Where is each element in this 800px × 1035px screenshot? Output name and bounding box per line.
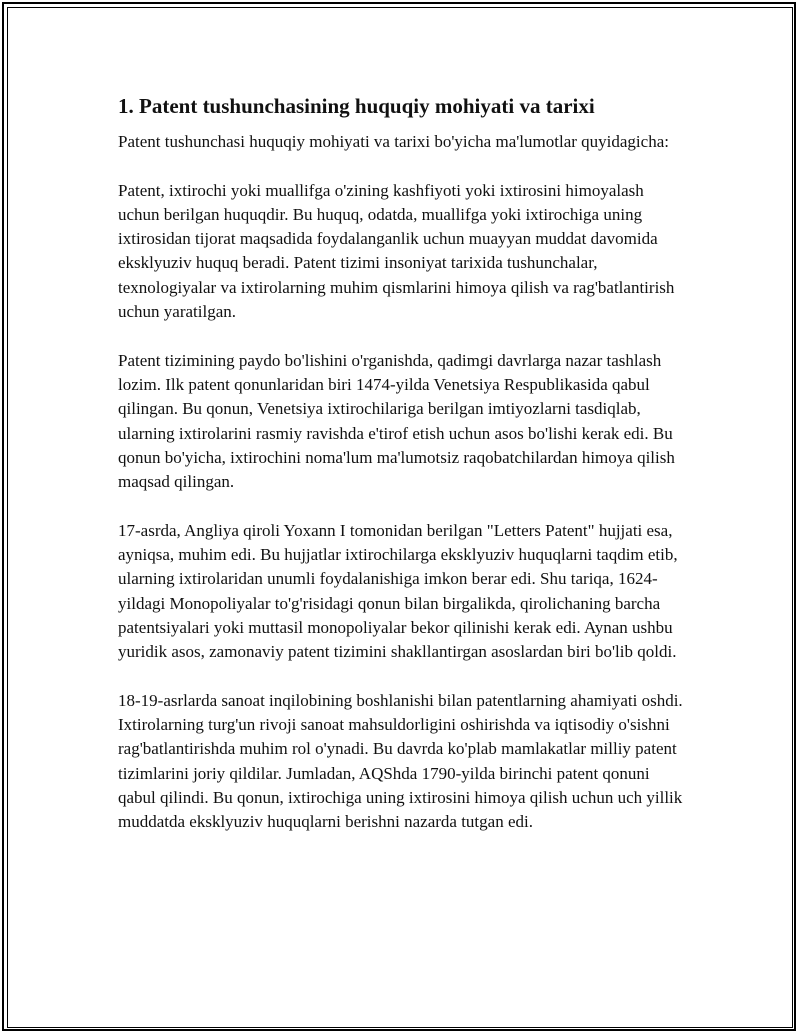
paragraph-england: 17-asrda, Angliya qiroli Yoxann I tomonidan berilgan "Letters Patent" hujjati esa, ayniqsa, muhim edi. Bu hujjatlar ixtirochilarga eksklyuziv huquqlarni taqdim etib, ularning ixtirolaridan unumli foydalanishiga imkon berar edi. Shu tariqa, 1624-yildagi Monopoliyalar to'g'risidagi qonun bilan birgalikda, qirolichaning barcha patentsiyalari yoki muttasil monopoliyalar bekor qilinishi kerak edi. Aynan ushbu yuridik asos, zamonaviy patent tizimini shakllantirgan asoslardan biri bo'lib qoldi. (118, 520, 678, 662)
section-heading: 1. Patent tushunchasining huquqiy mohiyati va tarixi (118, 94, 595, 118)
document-body (118, 92, 688, 859)
paragraph-definition: Patent, ixtirochi yoki muallifga o'zining kashfiyoti yoki ixtirosini himoyalash uchun berilgan huquqdir. Bu huquq, odatda, muallifga yoki ixtirochiga uning ixtirosidan tijorat maqsadida foydalanganlik uchun muayyan muddat davomida eksklyuziv huquq beradi. Patent tizimi insoniyat tarixida tushunchalar, texnologiyalar va ixtirolarning muhim qismlarini himoya qilish va rag'batlantirish uchun yaratilgan. (118, 180, 675, 322)
paragraph-intro: Patent tushunchasi huquqiy mohiyati va tarixi bo'yicha ma'lumotlar quyidagicha: (118, 132, 669, 151)
paragraph-origins: Patent tizimining paydo bo'lishini o'rganishda, qadimgi davrlarga nazar tashlash lozim. Ilk patent qonunlaridan biri 1474-yilda Venetsiya Respublikasida qabul qilingan. Bu qonun, Venetsiya ixtirochilariga berilgan imtiyozlarni tasdiqlab, ularning ixtirolarini rasmiy ravishda e'tirof etish uchun asos bo'lishi kerak edi. Bu qonun bo'yicha, ixtirochini noma'lum ma'lumotsiz raqobatchilardan himoya qilish maqsad qilingan. (118, 350, 675, 492)
paragraph-industrial-revolution: 18-19-asrlarda sanoat inqilobining boshlanishi bilan patentlarning ahamiyati oshdi. Ixtirolarning turg'un rivoji sanoat mahsuldorligini oshirishda va iqtisodiy o'sishni rag'batlantirishda muhim rol o'ynadi. Bu davrda ko'plab mamlakatlar milliy patent tizimlarini joriy qildilar. Jumladan, AQShda 1790-yilda birinchi patent qonuni qabul qilindi. Bu qonun, ixtirochiga uning ixtirosini himoya qilish uchun uch yillik muddatda eksklyuziv huquqlarni berishni nazarda tutgan edi. (118, 690, 683, 832)
